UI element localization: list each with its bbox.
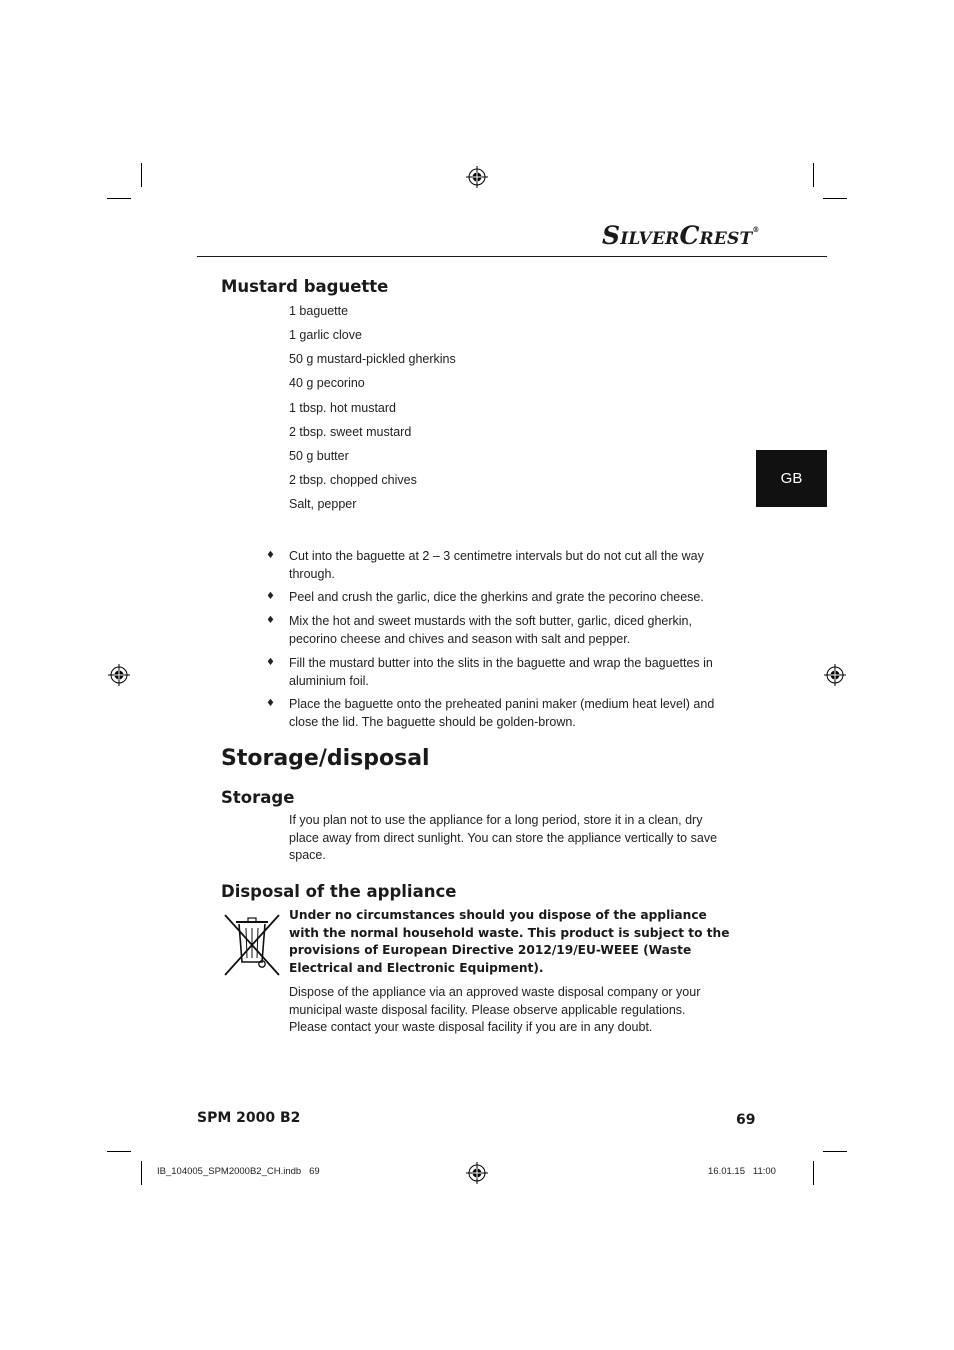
page-number: 69 <box>736 1112 756 1128</box>
crop-mark <box>107 198 131 199</box>
ingredient-item: Salt, pepper <box>289 497 357 511</box>
registration-mark-icon <box>824 664 846 686</box>
recipe-step: Peel and crush the garlic, dice the gherkins and grate the pecorino cheese. <box>289 590 704 604</box>
registration-mark-icon <box>108 664 130 686</box>
language-tab <box>756 450 827 507</box>
crop-mark <box>823 198 847 199</box>
storage-title: Storage <box>221 788 295 807</box>
brand-letters: REST <box>699 229 753 249</box>
ingredient-item: 1 baguette <box>289 304 349 318</box>
crop-mark <box>813 163 814 187</box>
registration-mark-icon <box>466 1162 488 1184</box>
bullet-diamond-icon: ♦ <box>266 615 275 626</box>
recipe-step: Cut into the baguette at 2 – 3 centimetre intervals but do not cut all the way through. <box>289 549 704 581</box>
ingredient-item: 50 g butter <box>289 449 349 463</box>
bullet-diamond-icon: ♦ <box>266 550 275 561</box>
weee-crossed-bin-icon <box>222 912 282 976</box>
brand-letters: ILVER <box>620 229 680 249</box>
registered-mark: ® <box>752 225 760 234</box>
ingredient-item: 1 garlic clove <box>289 328 362 342</box>
disposal-text: Dispose of the appliance via an approved waste disposal company or your municipal waste disposal facility. Please observe applicable regulations. Please contact your waste disposal facility if you are in any doubt. <box>289 985 701 1034</box>
recipe-step: Place the baguette onto the preheated panini maker (medium heat level) and close the lid. The baguette should be golden-brown. <box>289 697 715 729</box>
disposal-warning: Under no circumstances should you dispose of the appliance with the normal household waste. This product is subject to the provisions of European Directive 2012/19/EU-WEEE (Waste Electrical and Electronic Equipment). <box>289 908 730 975</box>
header-rule <box>197 256 827 257</box>
brand-letter: S <box>602 221 621 250</box>
bullet-diamond-icon: ♦ <box>266 657 275 668</box>
disposal-title: Disposal of the appliance <box>221 882 457 901</box>
section-title: Storage/disposal <box>221 746 430 771</box>
bullet-diamond-icon: ♦ <box>266 698 275 709</box>
recipe-title: Mustard baguette <box>221 277 389 296</box>
crop-mark <box>141 1161 142 1185</box>
ingredient-item: 2 tbsp. chopped chives <box>289 473 417 487</box>
slug-date: 16.01.15 11:00 <box>708 1166 776 1177</box>
slug-file: IB_104005_SPM2000B2_CH.indb 69 <box>157 1166 320 1177</box>
crop-mark <box>141 163 142 187</box>
ingredient-item: 1 tbsp. hot mustard <box>289 401 397 415</box>
recipe-step: Mix the hot and sweet mustards with the soft butter, garlic, diced gherkin, pecorino cheese and chives and season with salt and pepper. <box>289 614 692 646</box>
storage-text: If you plan not to use the appliance for a long period, store it in a clean, dry place away from direct sunlight. You can store the appliance vertically to save space. <box>289 813 718 862</box>
bullet-diamond-icon: ♦ <box>266 591 275 602</box>
crop-mark <box>823 1151 847 1152</box>
ingredient-item: 2 tbsp. sweet mustard <box>289 425 412 439</box>
ingredient-item: 50 g mustard-pickled gherkins <box>289 352 456 366</box>
registration-mark-icon <box>466 166 488 188</box>
footer-model: SPM 2000 B2 <box>197 1110 301 1126</box>
language-tab-label: GB <box>780 470 803 487</box>
ingredient-item: 40 g pecorino <box>289 376 365 390</box>
brand-logo <box>602 221 760 250</box>
crop-mark <box>107 1151 131 1152</box>
crop-mark <box>813 1161 814 1185</box>
brand-letter: C <box>679 221 700 250</box>
recipe-step: Fill the mustard butter into the slits in the baguette and wrap the baguettes in aluminium foil. <box>289 656 713 688</box>
